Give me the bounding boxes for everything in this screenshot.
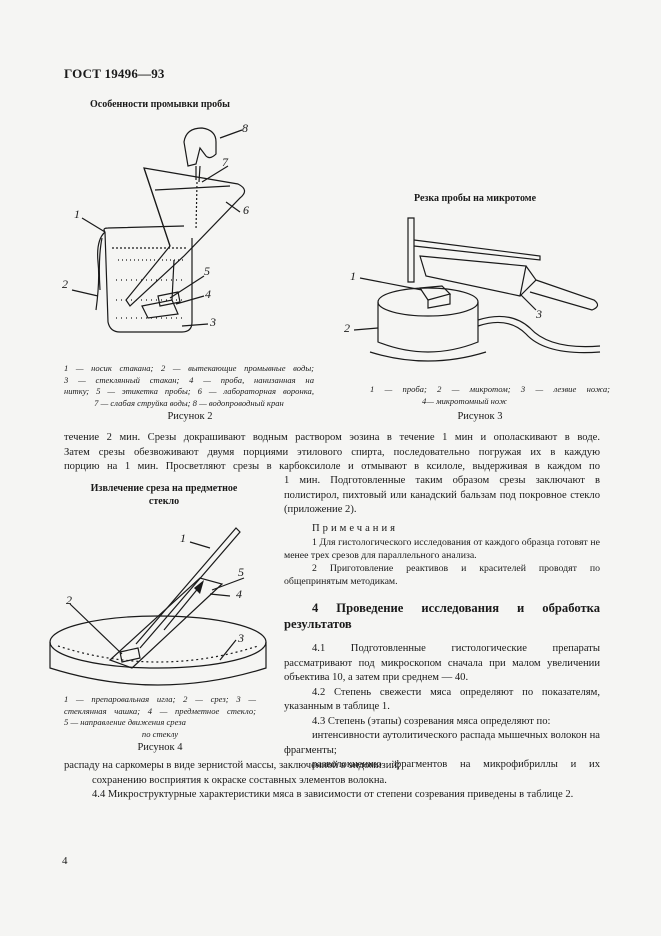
text-line: порцию на 1 мин. Просветляют срезы в карбоксилоле и отмывают в ксилоле, выдерживая в каждом по bbox=[64, 461, 600, 472]
fig2-num-5: 5 bbox=[204, 264, 210, 278]
note-2: 2 Приготовление реактивов и красителей проводят по общепринятым методикам. bbox=[284, 563, 600, 587]
fig2-num-8: 8 bbox=[242, 121, 248, 135]
figure-4-title bbox=[64, 482, 264, 508]
paragraph-4-1: 4.1 Подготовленные гистологические препараты рассматривают под микроскопом сначала при малом увеличении объектива 10, а затем при среднем — 40. bbox=[284, 643, 600, 683]
fig2-num-1: 1 bbox=[74, 207, 80, 221]
document-header: ГОСТ 19496—93 bbox=[64, 66, 165, 81]
fig4-caption-line: 1 — препаровальная игла; 2 — срез; 3 — bbox=[64, 694, 256, 704]
fig4-caption-line: стеклянная чашка; 4 — предметное стекло; bbox=[64, 705, 256, 716]
fig2-num-6: 6 bbox=[243, 203, 249, 217]
page-number: 4 bbox=[62, 855, 68, 867]
fig2-num-7: 7 bbox=[222, 155, 228, 169]
fig2-num-4: 4 bbox=[205, 287, 211, 301]
paragraph-4-3-c: сохранению восприятия к окраске составных элементов волокна. bbox=[92, 774, 387, 786]
right-column bbox=[284, 474, 600, 773]
figure-2-title: Особенности промывки пробы bbox=[90, 99, 230, 110]
figure-3-drawing bbox=[340, 210, 610, 370]
figure-2-drawing bbox=[60, 120, 330, 360]
fig4-caption-line: 5 — направление движения среза bbox=[64, 717, 186, 727]
note-1: 1 Для гистологического исследования от каждого образца готовят не менее трех срезов для параллельного анализа. bbox=[284, 537, 600, 561]
fig4-title-line: Извлечение среза на предметное bbox=[90, 483, 238, 494]
paragraph-continuation bbox=[64, 431, 600, 475]
fig4-num-3: 3 bbox=[238, 631, 244, 645]
figure-3-title: Резка пробы на микротоме bbox=[413, 193, 537, 204]
text-line: Затем срезы обезвоживают двумя порциями этилового спирта, последовательно погружая их в каждую bbox=[64, 446, 600, 458]
paragraph-4-3-b-start: разволокнению фрагментов на микрофибриллы и их bbox=[312, 759, 600, 770]
fig3-num-3: 3 bbox=[536, 307, 542, 321]
paragraph-p1-cont: 1 мин. Подготовленные таким образом срезы заключают в полистирол, пихтовый или канадский бальзам под покровное стекло (приложение 2). bbox=[284, 475, 600, 515]
fig2-caption-line: 7 — слабая струйка воды; 8 — водопроводный кран bbox=[94, 397, 284, 408]
figure-2-caption bbox=[64, 363, 314, 409]
fig2-caption-line: 1 — носик стакана; 2 — вытекающие промывные воды; bbox=[64, 363, 314, 373]
paragraph-4-4: 4.4 Микроструктурные характеристики мяса в зависимости от степени созревания приведены в таблице 2. bbox=[92, 789, 574, 800]
paragraph-4-2: 4.2 Степень свежести мяса определяют по показателям, указанным в таблице 1. bbox=[284, 686, 600, 712]
paragraph-4-3-a: интенсивности аутолитического распада мышечных волокон на фрагменты; bbox=[284, 730, 600, 756]
paragraph-4-3-b-end: распаду на саркомеры в виде зернистой массы, заключенной в эндомизий; bbox=[64, 760, 400, 771]
figure-4-caption bbox=[64, 694, 256, 740]
fig3-caption-line: 4— микротомный нож bbox=[422, 395, 508, 406]
paragraph-4-3: 4.3 Степень (этапы) созревания мяса определяют по: bbox=[312, 715, 551, 727]
section-4-heading: 4 Проведение исследования и обработка результатов bbox=[284, 601, 600, 631]
fig2-caption-line: 3 — стеклянный стакан; 4 — проба, нанизанная на bbox=[64, 374, 314, 385]
fig3-num-2: 2 bbox=[344, 321, 350, 335]
fig3-caption-line: 1 — проба; 2 — микротом; 3 — лезвие ножа; bbox=[370, 384, 610, 394]
fig2-caption-line: нитку; 5 — этикетка пробы; 6 — лабораторная воронка, bbox=[64, 386, 314, 396]
fig4-caption-line: по стеклу bbox=[141, 728, 179, 739]
bottom-text bbox=[64, 759, 600, 803]
fig4-num-5: 5 bbox=[238, 565, 244, 579]
fig4-num-4: 4 bbox=[236, 587, 242, 601]
fig4-num-1: 1 bbox=[180, 531, 186, 545]
fig2-num-3: 3 bbox=[210, 315, 216, 329]
figure-4-drawing bbox=[40, 520, 280, 690]
text-line: течение 2 мин. Срезы докрашивают водным раствором эозина в течение 1 мин и ополаскивают в воде. bbox=[64, 432, 600, 443]
fig3-num-1: 1 bbox=[350, 269, 356, 283]
figure-3-caption bbox=[370, 384, 610, 407]
notes-heading: Примечания bbox=[312, 522, 398, 534]
fig4-title-line: стекло bbox=[148, 496, 180, 507]
fig4-num-2: 2 bbox=[66, 593, 72, 607]
figure-3-label: Рисунок 3 bbox=[457, 411, 503, 422]
figure-4-label: Рисунок 4 bbox=[137, 742, 183, 753]
fig2-num-2: 2 bbox=[62, 277, 68, 291]
figure-2-label: Рисунок 2 bbox=[167, 411, 213, 422]
